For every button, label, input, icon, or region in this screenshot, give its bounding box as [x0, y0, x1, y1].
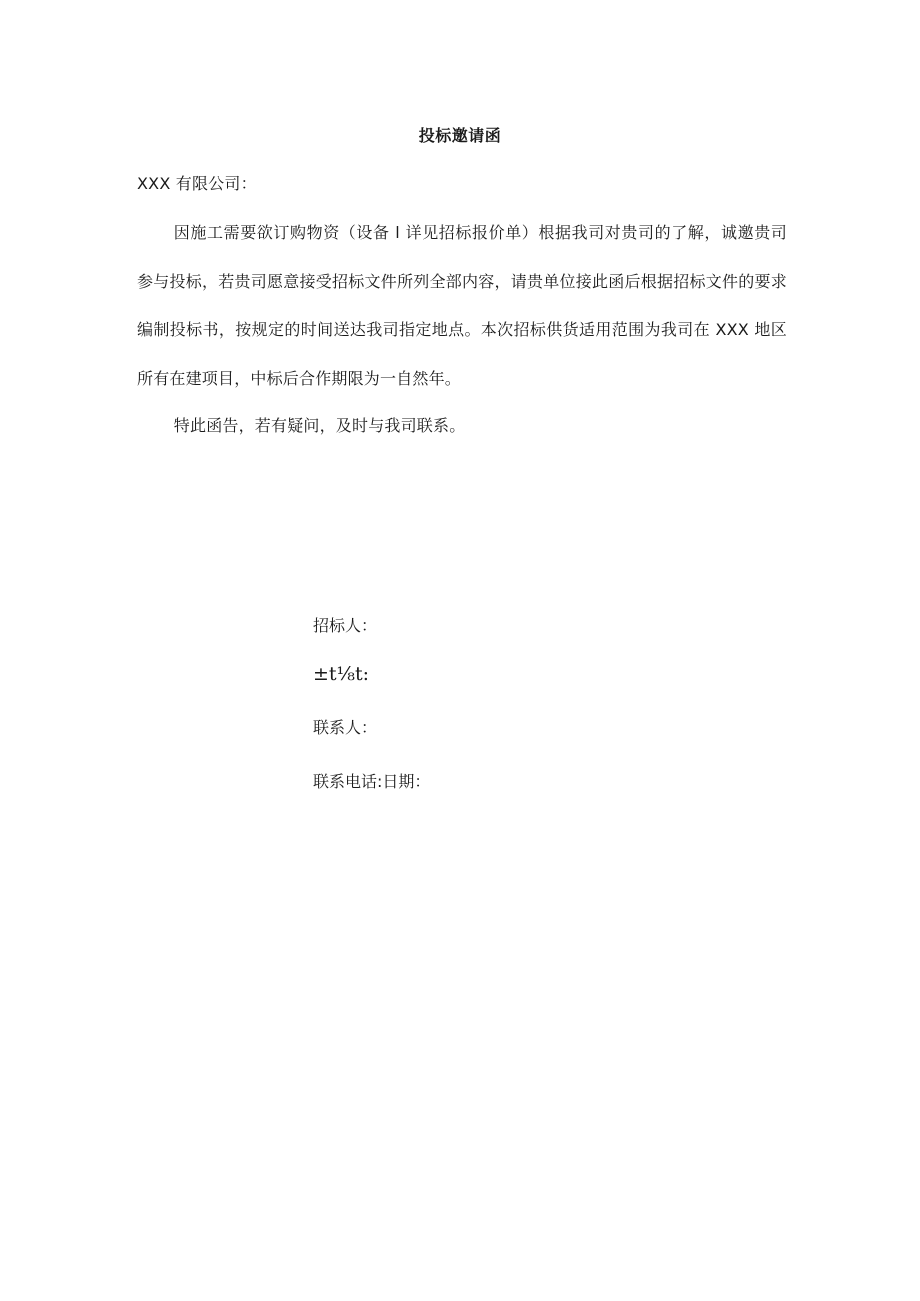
contact-person-label: 联系人： — [313, 718, 378, 737]
document-title: 投标邀请函 — [418, 126, 502, 145]
salutation: XXX 有限公司： — [137, 174, 257, 193]
closing-paragraph: 特此函告，若有疑问，及时与我司联系。 — [173, 416, 466, 435]
address-label: ±t⅛t: — [313, 663, 370, 685]
phone-date-label: 联系电话:日期： — [313, 772, 431, 791]
body-paragraph: 因施工需要欲订购物资（设备 l 详见招标报价单）根据我司对贵司的了解，诚邀贵司参与投标，若贵司愿意接受招标文件所列全部内容，请贵单位接此函后根据招标文件的要求编制投标书，按规定的时间送达我司指定地点。本次招标供货适用范围为我司在 XXX 地区所有在建项目，中标后合作期限为一自然年。 — [137, 223, 787, 388]
bidder-label: 招标人： — [313, 616, 378, 635]
